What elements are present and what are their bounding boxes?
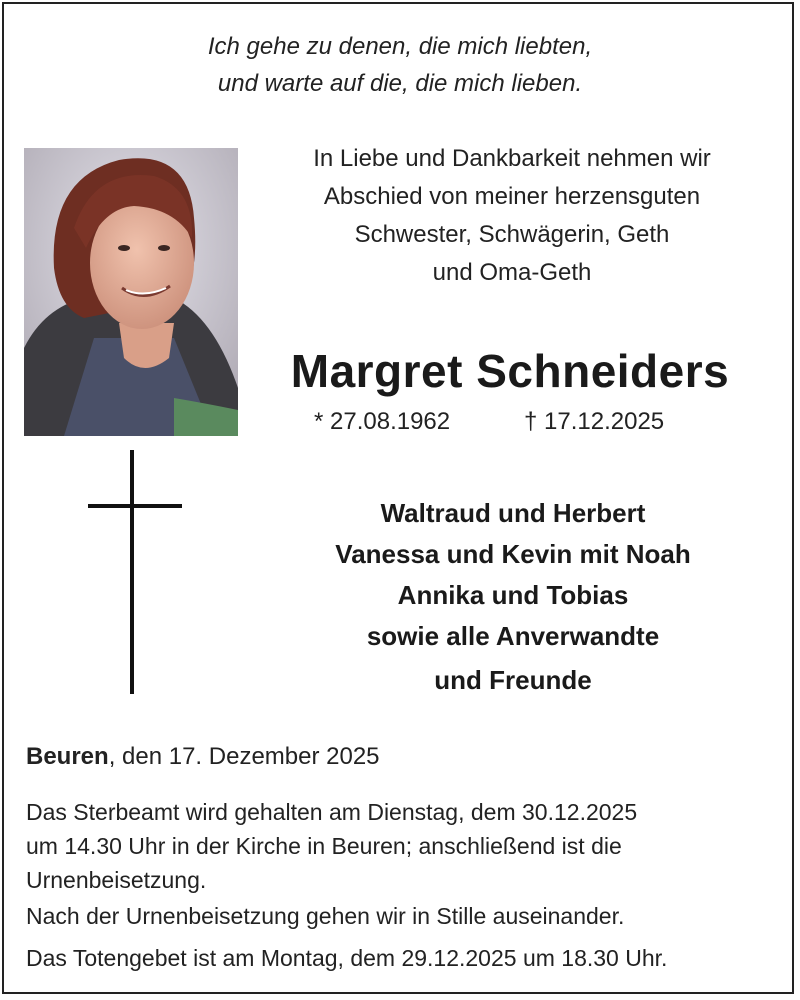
intro-line-1: In Liebe und Dankbarkeit nehmen wir [313, 145, 711, 172]
place-name: Beuren [26, 743, 109, 770]
date-text: , den 17. Dezember 2025 [108, 743, 380, 770]
motto-line-1: Ich gehe zu denen, die mich liebten, [207, 33, 593, 60]
mourner-line-5: und Freunde [434, 665, 592, 695]
motto-line-2: und warte auf die, die mich lieben. [217, 70, 583, 97]
place-date-line [26, 740, 380, 774]
birth-date: * 27.08.1962 [314, 408, 451, 435]
detail-line-2: um 14.30 Uhr in der Kirche in Beuren; anschließend ist die [26, 833, 622, 859]
detail-line-3: Urnenbeisetzung. [26, 867, 207, 893]
detail-line-5: Das Totengebet ist am Montag, dem 29.12.2025 um 18.30 Uhr. [26, 945, 668, 971]
mourner-line-4: sowie alle Anverwandte [366, 621, 660, 651]
mourner-line-2: Vanessa und Kevin mit Noah [335, 539, 691, 569]
death-date: † 17.12.2025 [524, 408, 665, 435]
mourner-line-1: Waltraud und Herbert [380, 498, 646, 528]
detail-line-1: Das Sterbeamt wird gehalten am Dienstag, dem 30.12.2025 [26, 799, 638, 825]
portrait-photo [24, 148, 238, 436]
intro-line-3: Schwester, Schwägerin, Geth [354, 221, 670, 248]
mourner-line-3: Annika und Tobias [397, 580, 629, 610]
intro-line-2: Abschied von meiner herzensguten [323, 183, 701, 210]
detail-line-4: Nach der Urnenbeisetzung gehen wir in Stille auseinander. [26, 903, 625, 929]
cross-icon-bar [88, 504, 182, 508]
intro-line-4: und Oma-Geth [432, 259, 592, 286]
cross-icon [130, 450, 134, 694]
deceased-name: Margret Schneiders [290, 345, 730, 397]
